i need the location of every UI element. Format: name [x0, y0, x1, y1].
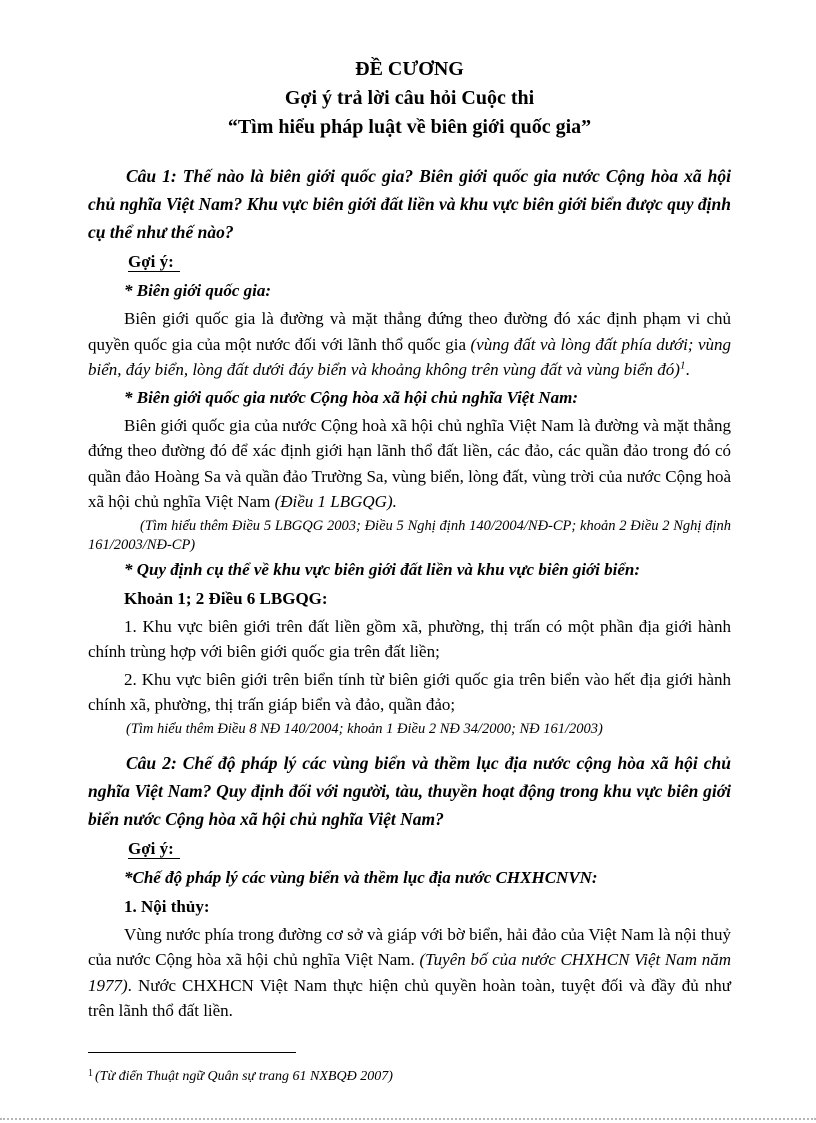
q1-reference-note-2: (Tìm hiểu thêm Điều 8 NĐ 140/2004; khoản 1 Điều 2 NĐ 34/2000; NĐ 161/2003)	[126, 720, 603, 737]
q1-list-item-1: 1. Khu vực biên giới trên đất liền gồm xã, phường, thị trấn có một phần địa giới hành chính trùng hợp với biên giới quốc gia trên đất liền;	[88, 616, 731, 661]
question-1: Câu 1: Thế nào là biên giới quốc gia? Biên giới quốc gia nước Cộng hòa xã hội chủ nghĩa Việt Nam? Khu vực biên giới đất liền và khu vực biên giới biển được quy định cụ thể như thế nào?	[88, 166, 731, 242]
q1-heading-khoan: Khoản 1; 2 Điều 6 LBGQG:	[124, 588, 328, 608]
q1-paragraph-bgvn-text: Biên giới quốc gia của nước Cộng hoà xã hội chủ nghĩa Việt Nam là đường và mặt thẳng đứng theo đường đó để xác định giới hạn lãnh thổ đất liền, các đảo, các quần đảo trong đó có quần đảo Hoàng Sa và quần đảo Trường Sa, vùng biển, lòng đất, vùng trời của nước Cộng hoà xã hội chủ nghĩa Việt Nam	[88, 415, 731, 511]
q2-goiy-label: Gợi ý:	[128, 839, 180, 859]
footnote-text: (Từ điển Thuật ngữ Quân sự trang 61 NXBQĐ 2007)	[95, 1069, 393, 1084]
question-2: Câu 2: Chế độ pháp lý các vùng biển và thềm lục địa nước cộng hòa xã hội chủ nghĩa Việt Nam? Quy định đối với người, tàu, thuyền hoạt động trong khu vực biên giới biển nước Cộng hòa xã hội chủ nghĩa Việt Nam?	[88, 752, 731, 829]
page-break-dotted-line	[0, 1118, 816, 1120]
q2-paragraph-noithuy-text2: . Nước CHXHCN Việt Nam thực hiện chủ quyền hoàn toàn, tuyệt đối và đầy đủ như trên lãnh thổ đất liền.	[88, 975, 731, 1020]
q1-goiy-label-line	[88, 248, 731, 276]
q1-paragraph-bggg-italic: (vùng đất và lòng đất phía dưới; vùng biển, đáy biển, lòng đất dưới đáy biển và khoảng không trên vùng đất và vùng biển đó)	[88, 334, 732, 379]
q1-heading-bgvn: * Biên giới quốc gia nước Cộng hòa xã hội chủ nghĩa Việt Nam:	[124, 387, 578, 407]
q1-paragraph-bggg-text: Biên giới quốc gia là đường và mặt thẳng đứng theo đường đó xác định phạm vi chủ quyền quốc gia của một nước đối với lãnh thổ quốc gia	[88, 309, 731, 354]
q1-paragraph-bgvn	[88, 413, 731, 515]
q2-goiy-label-line	[88, 835, 731, 863]
q2-paragraph-noithuy-text1: Vùng nước phía trong đường cơ sở và giáp với bờ biển, hải đảo của Việt Nam là nội thuỷ của nước Cộng hòa xã hội chủ nghĩa Việt Nam.	[88, 924, 731, 969]
doc-title-line3: “Tìm hiểu pháp luật về biên giới quốc gia”	[227, 116, 592, 138]
q2-heading-chedo: *Chế độ pháp lý các vùng biển và thềm lục địa nước CHXHCNVN:	[124, 867, 598, 887]
q2-paragraph-noithuy	[88, 922, 731, 1024]
q1-heading-bggg: * Biên giới quốc gia:	[124, 281, 272, 300]
footnote-marker: 1	[88, 1068, 93, 1079]
footnote-reference: 1	[679, 359, 686, 372]
q2-heading-noithuy: 1. Nội thủy:	[124, 896, 210, 916]
footnote	[88, 1064, 731, 1087]
q1-goiy-label: Gợi ý:	[128, 252, 180, 272]
footnote-divider	[88, 1052, 296, 1053]
q1-paragraph-bgvn-italic: (Điều 1 LBGQG).	[274, 492, 397, 511]
q1-reference-note-1: (Tìm hiểu thêm Điều 5 LBGQG 2003; Điều 5 Nghị định 140/2004/NĐ-CP; khoản 2 Điều 2 Nghị định 161/2003/NĐ-CP)	[88, 517, 731, 553]
doc-title-line1: ĐỀ CƯƠNG	[355, 58, 464, 80]
q1-list-item-2: 2. Khu vực biên giới trên biển tính từ biên giới quốc gia trên biển vào hết địa giới hành chính xã, phường, thị trấn giáp biển và đảo, quần đảo;	[88, 669, 731, 714]
q1-paragraph-bggg	[88, 306, 731, 383]
q1-paragraph-bggg-period: .	[685, 360, 690, 379]
q2-paragraph-noithuy-italic: (Tuyên bố của nước CHXHCN Việt Nam năm 1977)	[88, 950, 732, 995]
doc-title-line2: Gợi ý trả lời câu hỏi Cuộc thi	[284, 87, 535, 109]
title-block	[88, 55, 731, 142]
q1-heading-quydinh: * Quy định cụ thể về khu vực biên giới đất liền và khu vực biên giới biển:	[124, 559, 641, 579]
